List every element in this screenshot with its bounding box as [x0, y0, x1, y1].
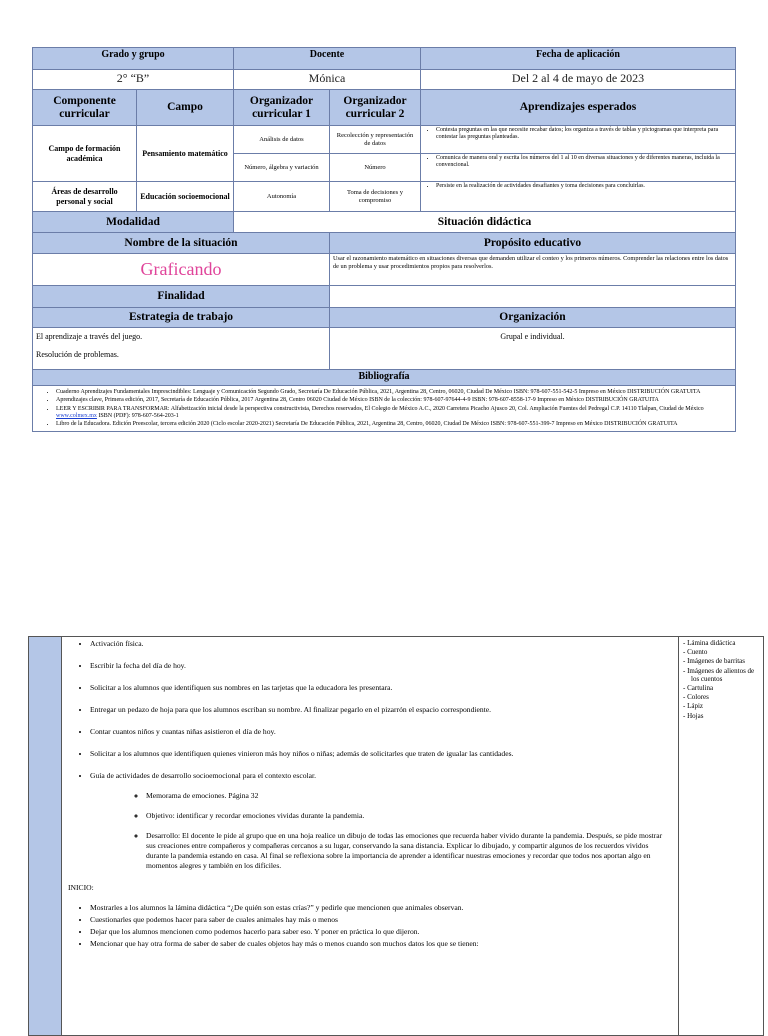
inicio-item: • Cuestionarles que podemos hacer para saber de cuales animales hay más o menos — [90, 915, 672, 925]
activity-text: Guía de actividades de desarrollo socioemocional para el contexto escolar. — [90, 771, 317, 780]
activity-item — [90, 771, 672, 871]
docente-value: Mónica — [234, 70, 421, 90]
aprendizaje-item: • Comunica de manera oral y escrita los números del 1 al 10 en diversas situaciones y de diferentes maneras, incluida la convencional. — [436, 155, 732, 170]
grado-value: 2° “B” — [33, 70, 234, 90]
material-item: - Imágenes de alientos de los cuentos — [683, 667, 759, 683]
row2-org2: Número — [330, 154, 421, 182]
row2-org1: Número, álgebra y variación — [234, 154, 330, 182]
bibliography-item: • Aprendizajes clave, Primera edición, 2017, Secretaría de Educación Pública, 2017 Argentina 28, Centro 06020 Ciudad de México ISBN de la colección: 978-607-97644-4-9 ISBN: 978-607-8558-17-9 Impreso en México DISTRIBUCIÓN GRATUITA — [56, 397, 732, 404]
activity-item: • Entregar un pedazo de hoja para que los alumnos escriban su nombre. Al finalizar pegarlo en el pizarrón el espacio correspondiente. — [90, 705, 672, 715]
strategy-item: El aprendizaje a través del juego. — [36, 332, 143, 341]
planning-table — [32, 47, 736, 432]
estrategia-label: Estrategia de trabajo — [33, 308, 330, 328]
bibliography-item: • Cuaderno Aprendizajes Fundamentales Imprescindibles: Lenguaje y Comunicación Segundo Grado, Secretaría De Educación Pública, 2021, Argentina 28, Centro, 06020, Ciudad De México ISBN: 978-607-551-542-5 Impreso en México DISTRIBUCIÓN GRATUITA — [56, 389, 732, 396]
campo-header: Campo — [137, 90, 234, 126]
row3-campo: Educación socioemocional — [137, 182, 234, 212]
bib-text: LEER Y ESCRIBIR PARA TRANSFORMAR: Alfabetización inicial desde la perspectiva constructivista, Derechos reservados, El Colegio de México A.C., 2020 Carretera Picacho Ajusco 20, Col. Ampliación Fuentes del Pedregal C.P. 14110 Tlalpan, Ciudad de México — [56, 405, 704, 412]
row3-aprendizaje — [421, 182, 736, 212]
situation-name: Graficando — [33, 254, 330, 286]
inicio-label: INICIO: — [68, 883, 94, 892]
bibliografia-label: Bibliografía — [33, 370, 736, 386]
sub-activity-item: ◦ Memorama de emociones. Página 32 — [146, 791, 672, 801]
material-item: - Imágenes de barritas — [683, 657, 759, 665]
inicio-item: • Dejar que los alumnos mencionen como podemos hacerlo para saber eso. Y poner en práctica lo que dijeron. — [90, 927, 672, 937]
row1-org2: Recolección y representación de datos — [330, 126, 421, 154]
modalidad-label: Modalidad — [33, 212, 234, 233]
organization-text: Grupal e individual. — [500, 332, 565, 341]
componente-header: Componente curricular — [33, 90, 137, 126]
side-band — [29, 637, 62, 1036]
bib-text: ISBN (PDF): 978-607-564-203-1 — [98, 412, 179, 419]
situacion-didactica-label: Situación didáctica — [234, 212, 736, 233]
materials-cell — [679, 637, 764, 1036]
organizacion-label: Organización — [330, 308, 736, 328]
org1-header: Organizador curricular 1 — [234, 90, 330, 126]
material-item: - Hojas — [683, 712, 759, 720]
material-item: - Cuento — [683, 648, 759, 656]
docente-label: Docente — [234, 48, 421, 70]
purpose-text: Usar el razonamiento matemático en situaciones diversas que demanden utilizar el conteo y los primeros números. Comprender las relaciones entre los datos de un problema y usar procedimientos propios para resolverlos. — [330, 254, 736, 286]
strategy-item: Resolución de problemas. — [36, 350, 119, 359]
bibliography-list — [33, 386, 736, 432]
activities-body — [62, 637, 679, 1036]
bibliography-item: • Libro de la Educadora. Edición Preescolar, tercera edición 2020 (Ciclo escolar 2020-2021) Secretaría De Educación Pública, 2021, Argentina 28, Centro, 06020, Ciudad De México ISBN: 978-607-551-399-7 Impreso en México DISTRIBUCIÓN GRATUITA — [56, 421, 732, 428]
row3-org2: Toma de decisiones y compromiso — [330, 182, 421, 212]
row1-aprendizaje — [421, 126, 736, 154]
material-item: - Lámina didáctica — [683, 639, 759, 647]
grado-label: Grado y grupo — [33, 48, 234, 70]
nombre-situacion-label: Nombre de la situación — [33, 233, 330, 254]
activities-table — [28, 636, 764, 1036]
inicio-item: • Mencionar que hay otra forma de saber de saber de cuales objetos hay más o menos cuando son muchos datos los que se tienen: — [90, 939, 672, 949]
finalidad-value — [330, 286, 736, 308]
fecha-label: Fecha de aplicación — [421, 48, 736, 70]
org2-header: Organizador curricular 2 — [330, 90, 421, 126]
material-item: - Cartulina — [683, 684, 759, 692]
bibliography-item — [56, 406, 732, 421]
activity-item: • Contar cuantos niños y cuantas niñas asistieron el día de hoy. — [90, 727, 672, 737]
material-item: - Colores — [683, 693, 759, 701]
row3-componente: Áreas de desarrollo personal y social — [33, 182, 137, 212]
row1-org1: Análisis de datos — [234, 126, 330, 154]
fecha-value: Del 2 al 4 de mayo de 2023 — [421, 70, 736, 90]
material-item: - Lápiz — [683, 702, 759, 710]
proposito-label: Propósito educativo — [330, 233, 736, 254]
activity-item: • Solicitar a los alumnos que identifiquen quienes vinieron más hoy niños o niñas; además de solicitarles que traten de igualar las cantidades. — [90, 749, 672, 759]
row1-componente: Campo de formación académica — [33, 126, 137, 182]
organization-value — [330, 328, 736, 370]
aprendizaje-item: • Persiste en la realización de actividades desafiantes y toma decisiones para concluirlas. — [436, 183, 732, 190]
colmex-link[interactable]: www.colmex.mx — [56, 412, 97, 419]
sub-activity-item: ◦ Objetivo: identificar y recordar emociones vividas durante la pandemia. — [146, 811, 672, 821]
aprendizaje-item: • Contesta preguntas en las que necesite recabar datos; los organiza a través de tablas y pictogramas que interpreta para contestar las preguntas planteadas. — [436, 127, 732, 142]
activity-item: • Activación física. — [90, 639, 672, 649]
row1-campo: Pensamiento matemático — [137, 126, 234, 182]
aprendizajes-header: Aprendizajes esperados — [421, 90, 736, 126]
sub-activity-item: ◦ Desarrollo: El docente le pide al grupo que en una hoja realice un dibujo de todas las emociones que recuerda haber vivido durante la pandemia. Después, se pide mostrar sus creaciones entre compañeros y compañeras cercanos a su lugar, conservando la sana distancia. Explicar lo dibujado, y compartir algunos de los recuerdos vividos durante la pandemia estando en casa. Al final se reflexiona sobre la importancia de aprender a identificar nuestras emociones y recordar que todos nos aportan algo en momentos alegres y también en los difíciles. — [146, 831, 672, 871]
activity-item: • Solicitar a los alumnos que identifiquen sus nombres en las tarjetas que la educadora les presentara. — [90, 683, 672, 693]
strategy-cell — [33, 328, 330, 370]
inicio-item: • Mostrarles a los alumnos la lámina didáctica “¿De quién son estas crías?” y pedirle que mencionen que animales observan. — [90, 903, 672, 913]
row2-aprendizaje — [421, 154, 736, 182]
row3-org1: Autonomía — [234, 182, 330, 212]
activity-item: • Escribir la fecha del día de hoy. — [90, 661, 672, 671]
finalidad-label: Finalidad — [33, 286, 330, 308]
